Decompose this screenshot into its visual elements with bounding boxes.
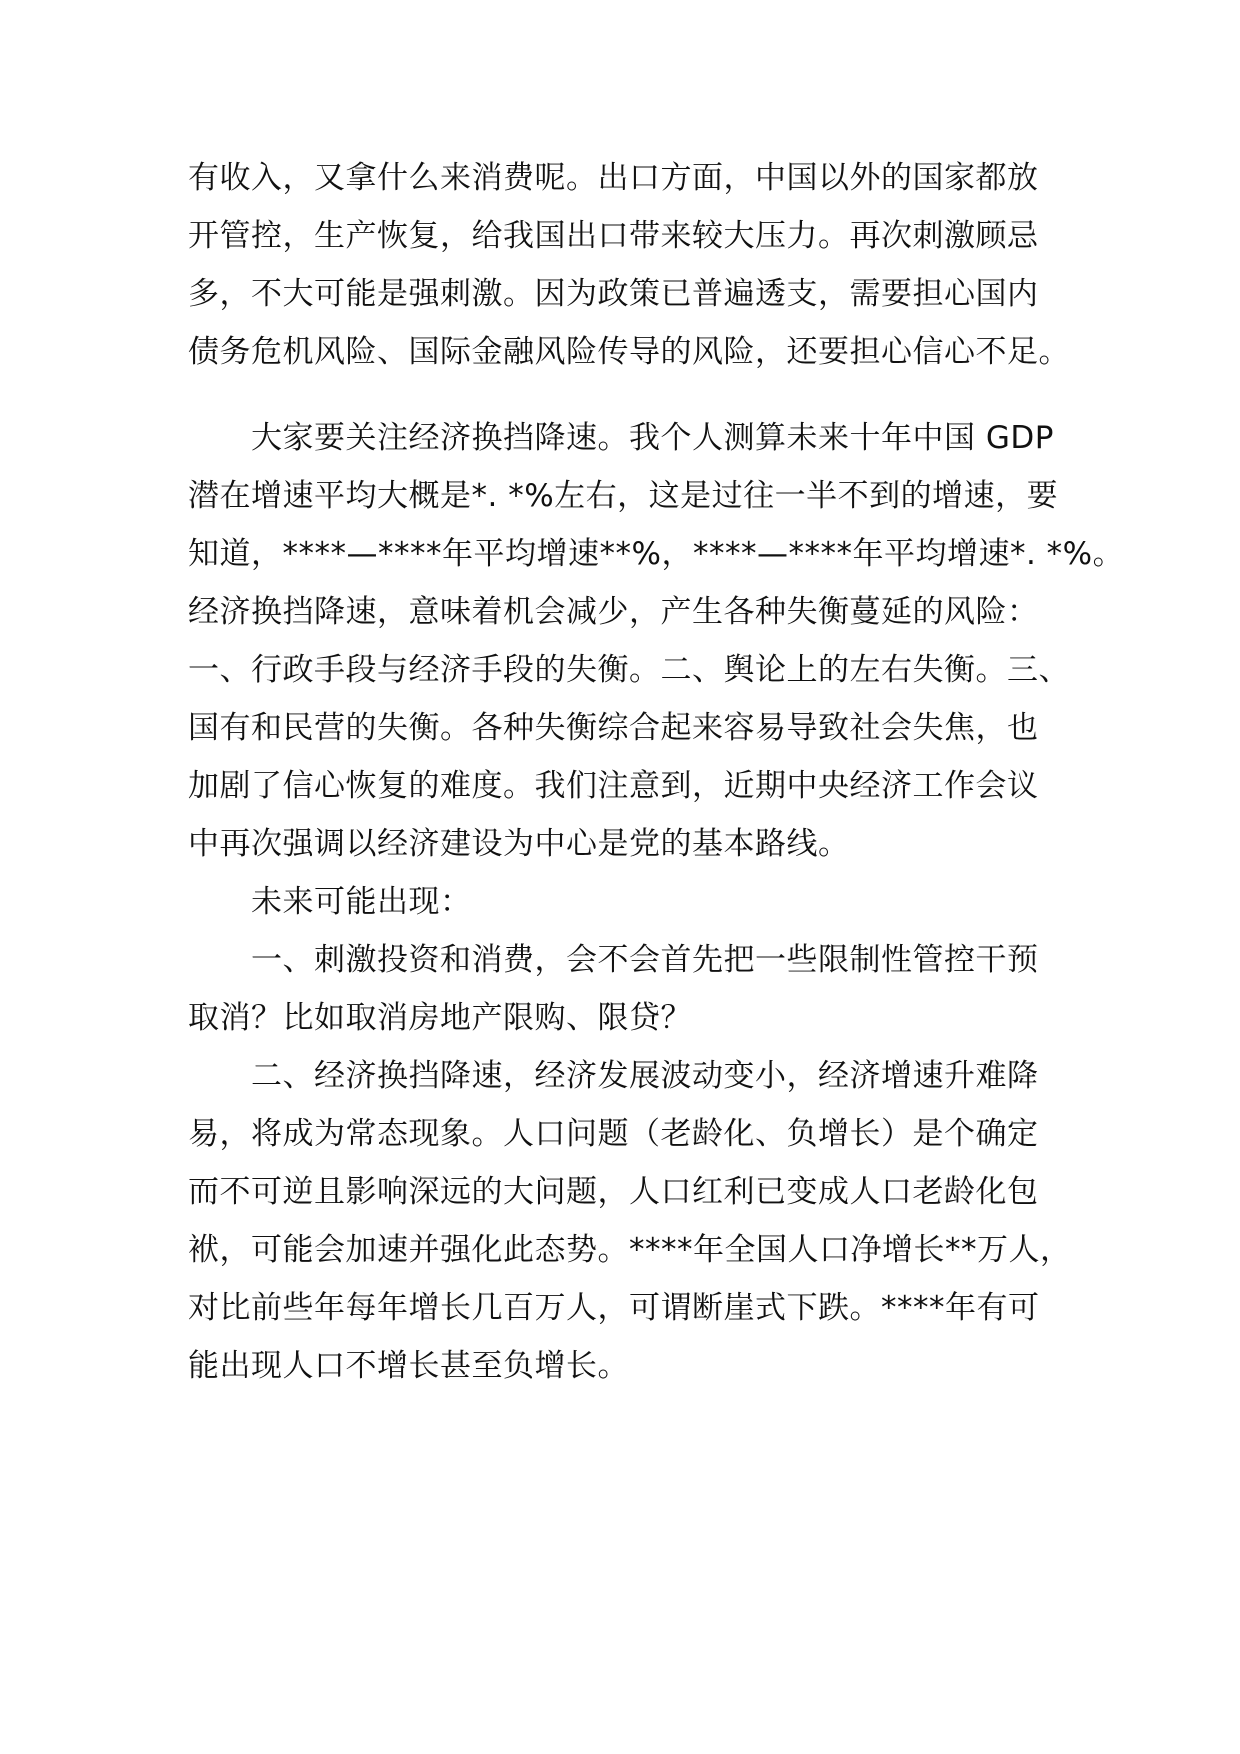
text-line: 取消？比如取消房地产限购、限贷？ <box>188 1000 692 1036</box>
text-line: 袱，可能会加速并强化此态势。****年全国人口净增长**万人， <box>188 1232 1072 1268</box>
text-line: 易，将成为常态现象。人口问题（老龄化、负增长）是个确定 <box>188 1116 1039 1152</box>
text-line: 加剧了信心恢复的难度。我们注意到，近期中央经济工作会议 <box>188 768 1039 804</box>
text-line: 多，不大可能是强刺激。因为政策已普遍透支，需要担心国内 <box>188 276 1039 312</box>
text-line: 而不可逆且影响深远的大问题，人口红利已变成人口老龄化包 <box>188 1174 1039 1210</box>
text-line: 潜在增速平均大概是*. *%左右，这是过往一半不到的增速，要 <box>188 478 1059 514</box>
text-line: 中再次强调以经济建设为中心是党的基本路线。 <box>188 826 850 862</box>
text-line: 未来可能出现： <box>251 884 472 920</box>
text-line: 一、刺激投资和消费，会不会首先把一些限制性管控干预 <box>251 942 1039 978</box>
text-line: 经济换挡降速，意味着机会减少，产生各种失衡蔓延的风险： <box>188 594 1039 630</box>
text-line: 对比前些年每年增长几百万人，可谓断崖式下跌。****年有可 <box>188 1290 1040 1326</box>
text-line: 一、行政手段与经济手段的失衡。二、舆论上的左右失衡。三、 <box>188 652 1070 688</box>
text-line: 知道，****—****年平均增速**%，****—****年平均增速*. *%。 <box>188 536 1125 572</box>
text-line: 有收入，又拿什么来消费呢。出口方面，中国以外的国家都放 <box>188 160 1039 196</box>
text-line: 开管控，生产恢复，给我国出口带来较大压力。再次刺激顾忌 <box>188 218 1039 254</box>
text-line: 能出现人口不增长甚至负增长。 <box>188 1348 629 1384</box>
text-line: 大家要关注经济换挡降速。我个人测算未来十年中国 GDP <box>251 420 1054 456</box>
text-line: 债务危机风险、国际金融风险传导的风险，还要担心信心不足。 <box>188 334 1070 370</box>
text-line: 二、经济换挡降速，经济发展波动变小，经济增速升难降 <box>251 1058 1039 1094</box>
text-line: 国有和民营的失衡。各种失衡综合起来容易导致社会失焦，也 <box>188 710 1039 746</box>
